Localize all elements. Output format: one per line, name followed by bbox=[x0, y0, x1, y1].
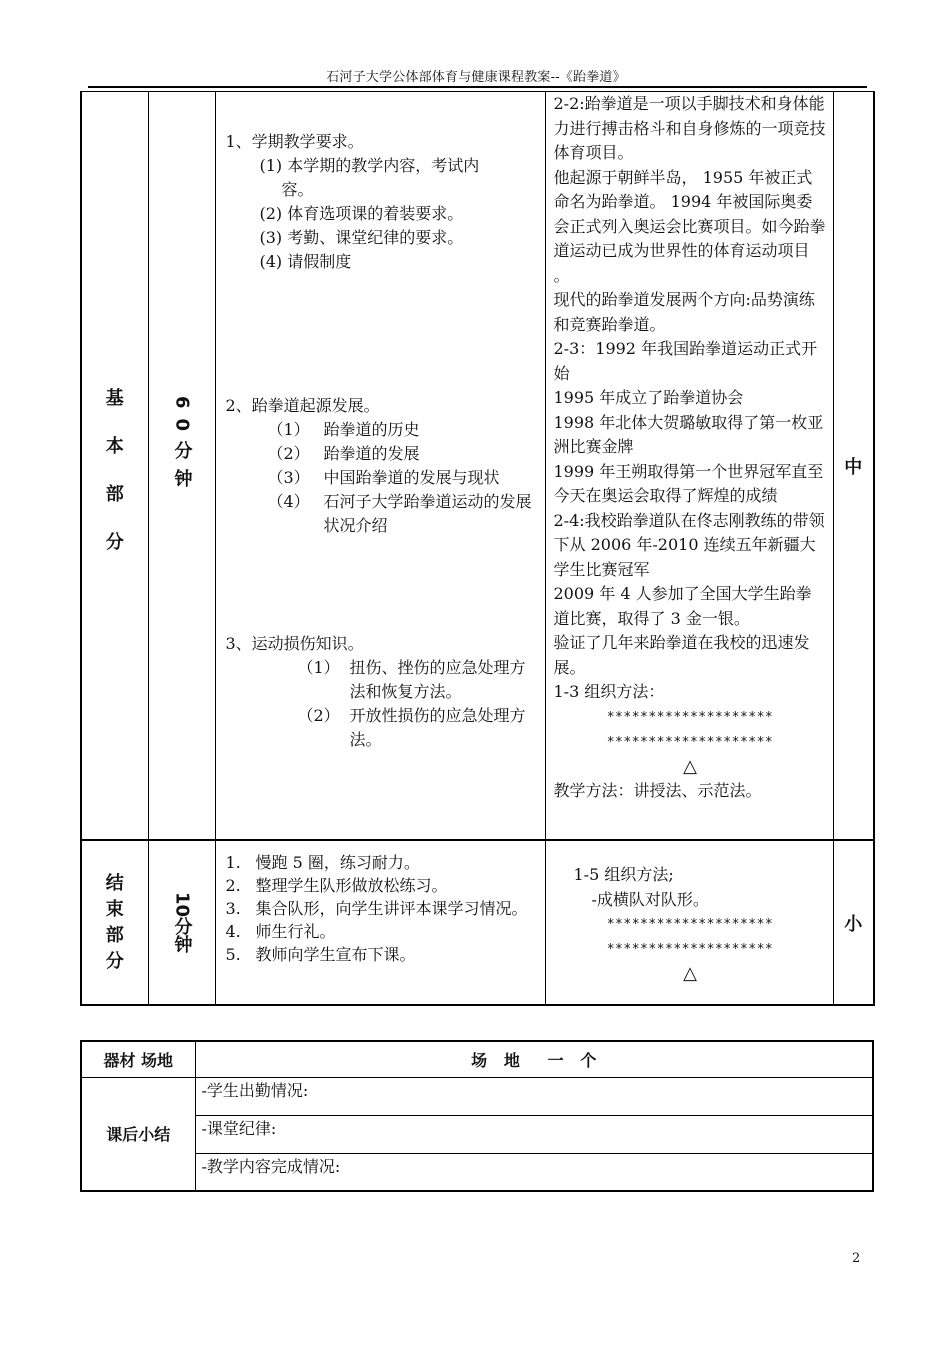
equipment-value: 场 地 一 个 bbox=[195, 1041, 873, 1077]
section-3-title: 3、运动损伤知识。 bbox=[225, 634, 364, 653]
note-paragraph: 2-3：1992 年我国跆拳道运动正式开始 bbox=[553, 339, 818, 383]
ending-part-time-cell bbox=[148, 840, 215, 1005]
summary-label: 课后小结 bbox=[81, 1077, 195, 1191]
discipline-field: -课堂纪律: bbox=[195, 1115, 873, 1153]
summary-table bbox=[80, 1040, 874, 1192]
ending-item: 2. 整理学生队形做放松练习。 bbox=[225, 876, 448, 895]
header-rule bbox=[88, 86, 867, 88]
formation-row: ******************** bbox=[606, 709, 774, 725]
basic-part-label: 基 本 部 分 bbox=[105, 388, 124, 553]
attendance-field: -学生出勤情况: bbox=[195, 1077, 873, 1115]
teacher-triangle-icon: △ bbox=[683, 963, 697, 984]
ending-notes bbox=[546, 841, 833, 986]
section-1-item: (1) 本学期的教学内容，考试内 bbox=[259, 156, 480, 175]
section-2-item: （1） 跆拳道的历史 bbox=[267, 420, 420, 439]
ending-item: 1. 慢跑 5 圈，练习耐力。 bbox=[225, 853, 420, 872]
note-paragraph: 1995 年成立了跆拳道协会 bbox=[553, 388, 744, 407]
section-3-item: （1） 扭伤、挫伤的应急处理方法和恢复方法。 bbox=[297, 658, 526, 701]
completion-field: -教学内容完成情况: bbox=[195, 1153, 873, 1191]
ending-part-label: 结 束 部 分 bbox=[105, 872, 124, 972]
teaching-method: 教学方法：讲授法、示范法。 bbox=[553, 780, 762, 800]
equipment-row bbox=[81, 1041, 873, 1077]
note-paragraph: -成横队对队形。 bbox=[591, 889, 709, 909]
note-paragraph: 2-2:跆拳道是一项以手脚技术和身体能力进行搏击格斗和自身修炼的一项竞技体育项目。 bbox=[553, 94, 826, 162]
ending-part-time: 10分钟 bbox=[171, 891, 193, 954]
page-header: 石河子大学公体部体育与健康课程教案--《跆拳道》 bbox=[326, 70, 626, 85]
ending-part-row bbox=[81, 840, 874, 1005]
basic-part-notes-cell bbox=[545, 92, 833, 841]
summary-row bbox=[81, 1077, 873, 1115]
ending-item: 5. 教师向学生宣布下课。 bbox=[225, 945, 416, 964]
basic-intensity: 中 bbox=[833, 92, 874, 841]
section-1-item: (3) 考勤、课堂纪律的要求。 bbox=[259, 228, 464, 247]
note-paragraph: 1999 年王朔取得第一个世界冠军直至今天在奥运会取得了辉煌的成绩 bbox=[553, 461, 824, 505]
equipment-label: 器材 场地 bbox=[81, 1041, 195, 1077]
section-1-item: (2) 体育选项课的着装要求。 bbox=[259, 204, 464, 223]
section-1-title: 1、学期教学要求。 bbox=[225, 132, 364, 151]
ending-intensity: 小 bbox=[833, 840, 874, 1005]
summary-row bbox=[81, 1153, 873, 1191]
note-paragraph: 他起源于朝鲜半岛， 1955 年被正式命名为跆拳道。 1994 年被国际奥委会正式列入奥运会比赛项目。如今跆拳道运动已成为世界性的体育运动项目 。 bbox=[553, 167, 826, 285]
basic-notes bbox=[546, 92, 833, 803]
summary-row bbox=[81, 1115, 873, 1153]
section-1-item: (4) 请假制度 bbox=[259, 252, 352, 271]
note-paragraph: 2-4:我校跆拳道队在佟志刚教练的带领下从 2006 年-2010 连续五年新疆大学生比赛冠军 bbox=[553, 510, 825, 579]
note-paragraph: 1-3 组织方法： bbox=[553, 682, 665, 701]
ending-part-label-cell bbox=[81, 840, 148, 1005]
basic-part-time: 60分钟 bbox=[171, 396, 193, 498]
section-2-item: （4） 石河子大学跆拳道运动的发展状况介绍 bbox=[267, 492, 532, 535]
lesson-plan-table bbox=[80, 91, 875, 1006]
note-paragraph: 1-5 组织方法; bbox=[573, 865, 674, 884]
note-paragraph: 1998 年北体大贺璐敏取得了第一枚亚洲比赛金牌 bbox=[553, 412, 824, 456]
basic-part-time-cell bbox=[148, 92, 215, 841]
basic-part-label-cell bbox=[81, 92, 148, 841]
section-1-item: 容。 bbox=[281, 180, 314, 199]
basic-part-content-cell bbox=[215, 92, 545, 841]
section-2-title: 2、跆拳道起源发展。 bbox=[225, 396, 380, 415]
ending-item: 3. 集合队形，向学生讲评本课学习情况。 bbox=[225, 899, 528, 918]
ending-item: 4. 师生行礼。 bbox=[225, 922, 336, 941]
page-number: 2 bbox=[852, 1251, 861, 1266]
formation-row: ******************** bbox=[606, 917, 774, 932]
formation-row: ******************** bbox=[606, 942, 774, 957]
teacher-triangle-icon: △ bbox=[683, 755, 697, 777]
section-2-item: （2） 跆拳道的发展 bbox=[267, 444, 420, 463]
section-3-item: （2） 开放性损伤的应急处理方法。 bbox=[297, 706, 526, 749]
note-paragraph: 现代的跆拳道发展两个方向:品势演练和竞赛跆拳道。 bbox=[553, 290, 815, 334]
ending-part-content-cell bbox=[215, 840, 545, 1005]
note-paragraph: 2009 年 4 人参加了全国大学生跆拳道比赛，取得了 3 金一银。 bbox=[553, 584, 812, 628]
formation-row: ******************** bbox=[606, 734, 774, 750]
note-paragraph: 验证了几年来跆拳道在我校的迅速发展。 bbox=[553, 633, 810, 677]
basic-part-row bbox=[81, 92, 874, 841]
section-2-item: （3） 中国跆拳道的发展与现状 bbox=[267, 468, 500, 487]
ending-part-notes-cell bbox=[545, 840, 833, 1005]
